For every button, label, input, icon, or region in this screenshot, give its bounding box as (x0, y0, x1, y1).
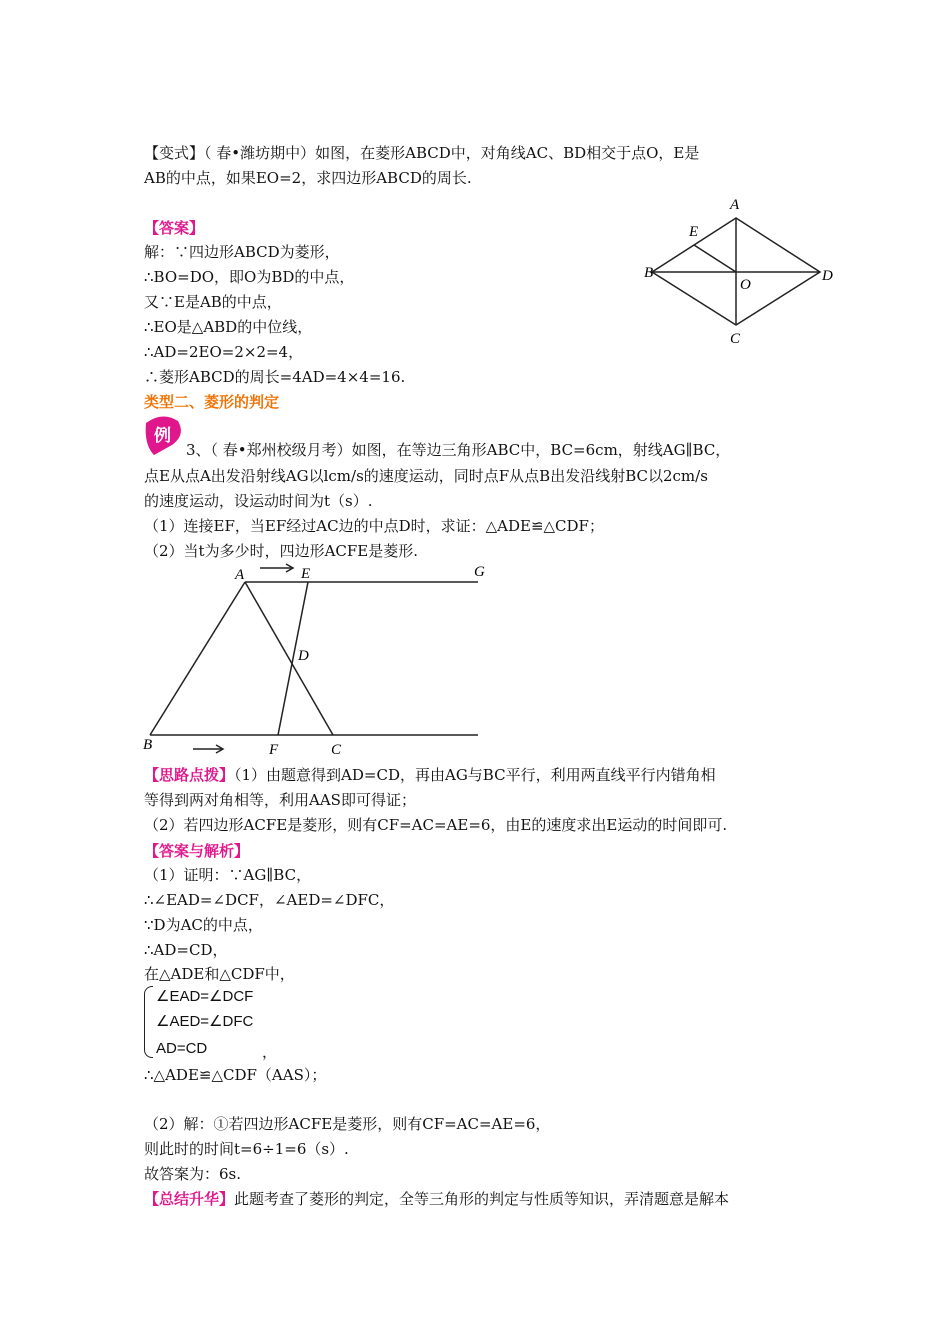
label-o: O (740, 277, 751, 293)
answer-heading: 【答案】 (144, 219, 205, 237)
analysis-line: ∴AD=CD， (144, 941, 228, 959)
system-line: ∠AED=∠DFC (156, 1013, 254, 1030)
answer-line: ∴BO=DO，即O为BD的中点， (144, 268, 355, 286)
answer-line: 又∵E是AB的中点， (144, 293, 282, 311)
analysis-line: （1）证明：∵AG∥BC， (144, 866, 312, 884)
part2-line: 故答案为：6s. (144, 1165, 242, 1183)
label-a: A (235, 567, 245, 583)
label-e: E (689, 224, 699, 240)
system-comma: ， (262, 1044, 278, 1061)
analysis-conclusion: ∴△ADE≌△CDF（AAS）； (144, 1066, 327, 1084)
variant-line-1: 【变式】（ 春•潍坊期中）如图，在菱形ABCD中，对角线AC、BD相交于点O，E是 (144, 144, 700, 162)
hint-line-1: 【思路点拨】（1）由题意得到AD=CD，再由AG与BC平行，利用两直线平行内错角相 (144, 766, 716, 784)
analysis-heading: 【答案与解析】 (144, 842, 250, 860)
label-e: E (301, 566, 311, 582)
hint-line-3: （2）若四边形ACFE是菱形，则有CF=AC=AE=6，由E的速度求出E运动的时间即可. (144, 816, 728, 834)
part2-line: 则此时的时间t=6÷1=6（s）. (144, 1140, 349, 1158)
svg-text:例: 例 (154, 426, 171, 446)
analysis-line: ∵D为AC的中点， (144, 916, 263, 934)
label-f: F (269, 742, 279, 758)
summary-line: 【总结升华】此题考查了菱形的判定，全等三角形的判定与性质等知识，弄清题意是解本 (144, 1190, 730, 1208)
system-line: ∠EAD=∠DCF (156, 988, 254, 1005)
answer-line: ∴EO是△ABD的中位线， (144, 318, 313, 336)
label-b: B (644, 265, 654, 281)
section-title: 类型二、菱形的判定 (144, 393, 280, 411)
label-d: D (822, 268, 833, 284)
answer-line: ∴菱形ABCD的周长=4AD=4×4=16. (144, 368, 406, 386)
system-line: AD=CD (156, 1040, 208, 1057)
example-line: （2）当t为多少时，四边形ACFE是菱形. (144, 542, 419, 560)
example-line-1: 3、（ 春•郑州校级月考）如图，在等边三角形ABC中，BC=6cm，射线AG∥BC， (186, 441, 731, 459)
example-line: （1）连接EF，当EF经过AC边的中点D时，求证：△ADE≌△CDF； (144, 517, 604, 535)
label-a: A (730, 197, 740, 213)
label-c: C (331, 742, 342, 758)
analysis-line: 在△ADE和△CDF中， (144, 965, 295, 983)
analysis-line: ∴∠EAD=∠DCF，∠AED=∠DFC， (144, 891, 395, 909)
example-line: 的速度运动，设运动时间为t（s）. (144, 492, 373, 510)
variant-line-2: AB的中点，如果EO=2，求四边形ABCD的周长. (144, 169, 472, 187)
answer-line: ∴AD=2EO=2×2=4， (144, 343, 304, 361)
part2-line: （2）解：①若四边形ACFE是菱形，则有CF=AC=AE=6， (144, 1115, 551, 1133)
example-line: 点E从点A出发沿射线AG以lcm/s的速度运动，同时点F从点B出发沿线射BC以2cm/s (144, 467, 708, 485)
hint-line-2: 等得到两对角相等，利用AAS即可得证； (144, 791, 416, 809)
label-d: D (298, 648, 309, 664)
label-b: B (143, 737, 153, 753)
label-g: G (474, 564, 485, 580)
system-brace (144, 986, 153, 1058)
answer-line: 解：∵四边形ABCD为菱形， (144, 243, 340, 261)
label-c: C (730, 331, 741, 347)
